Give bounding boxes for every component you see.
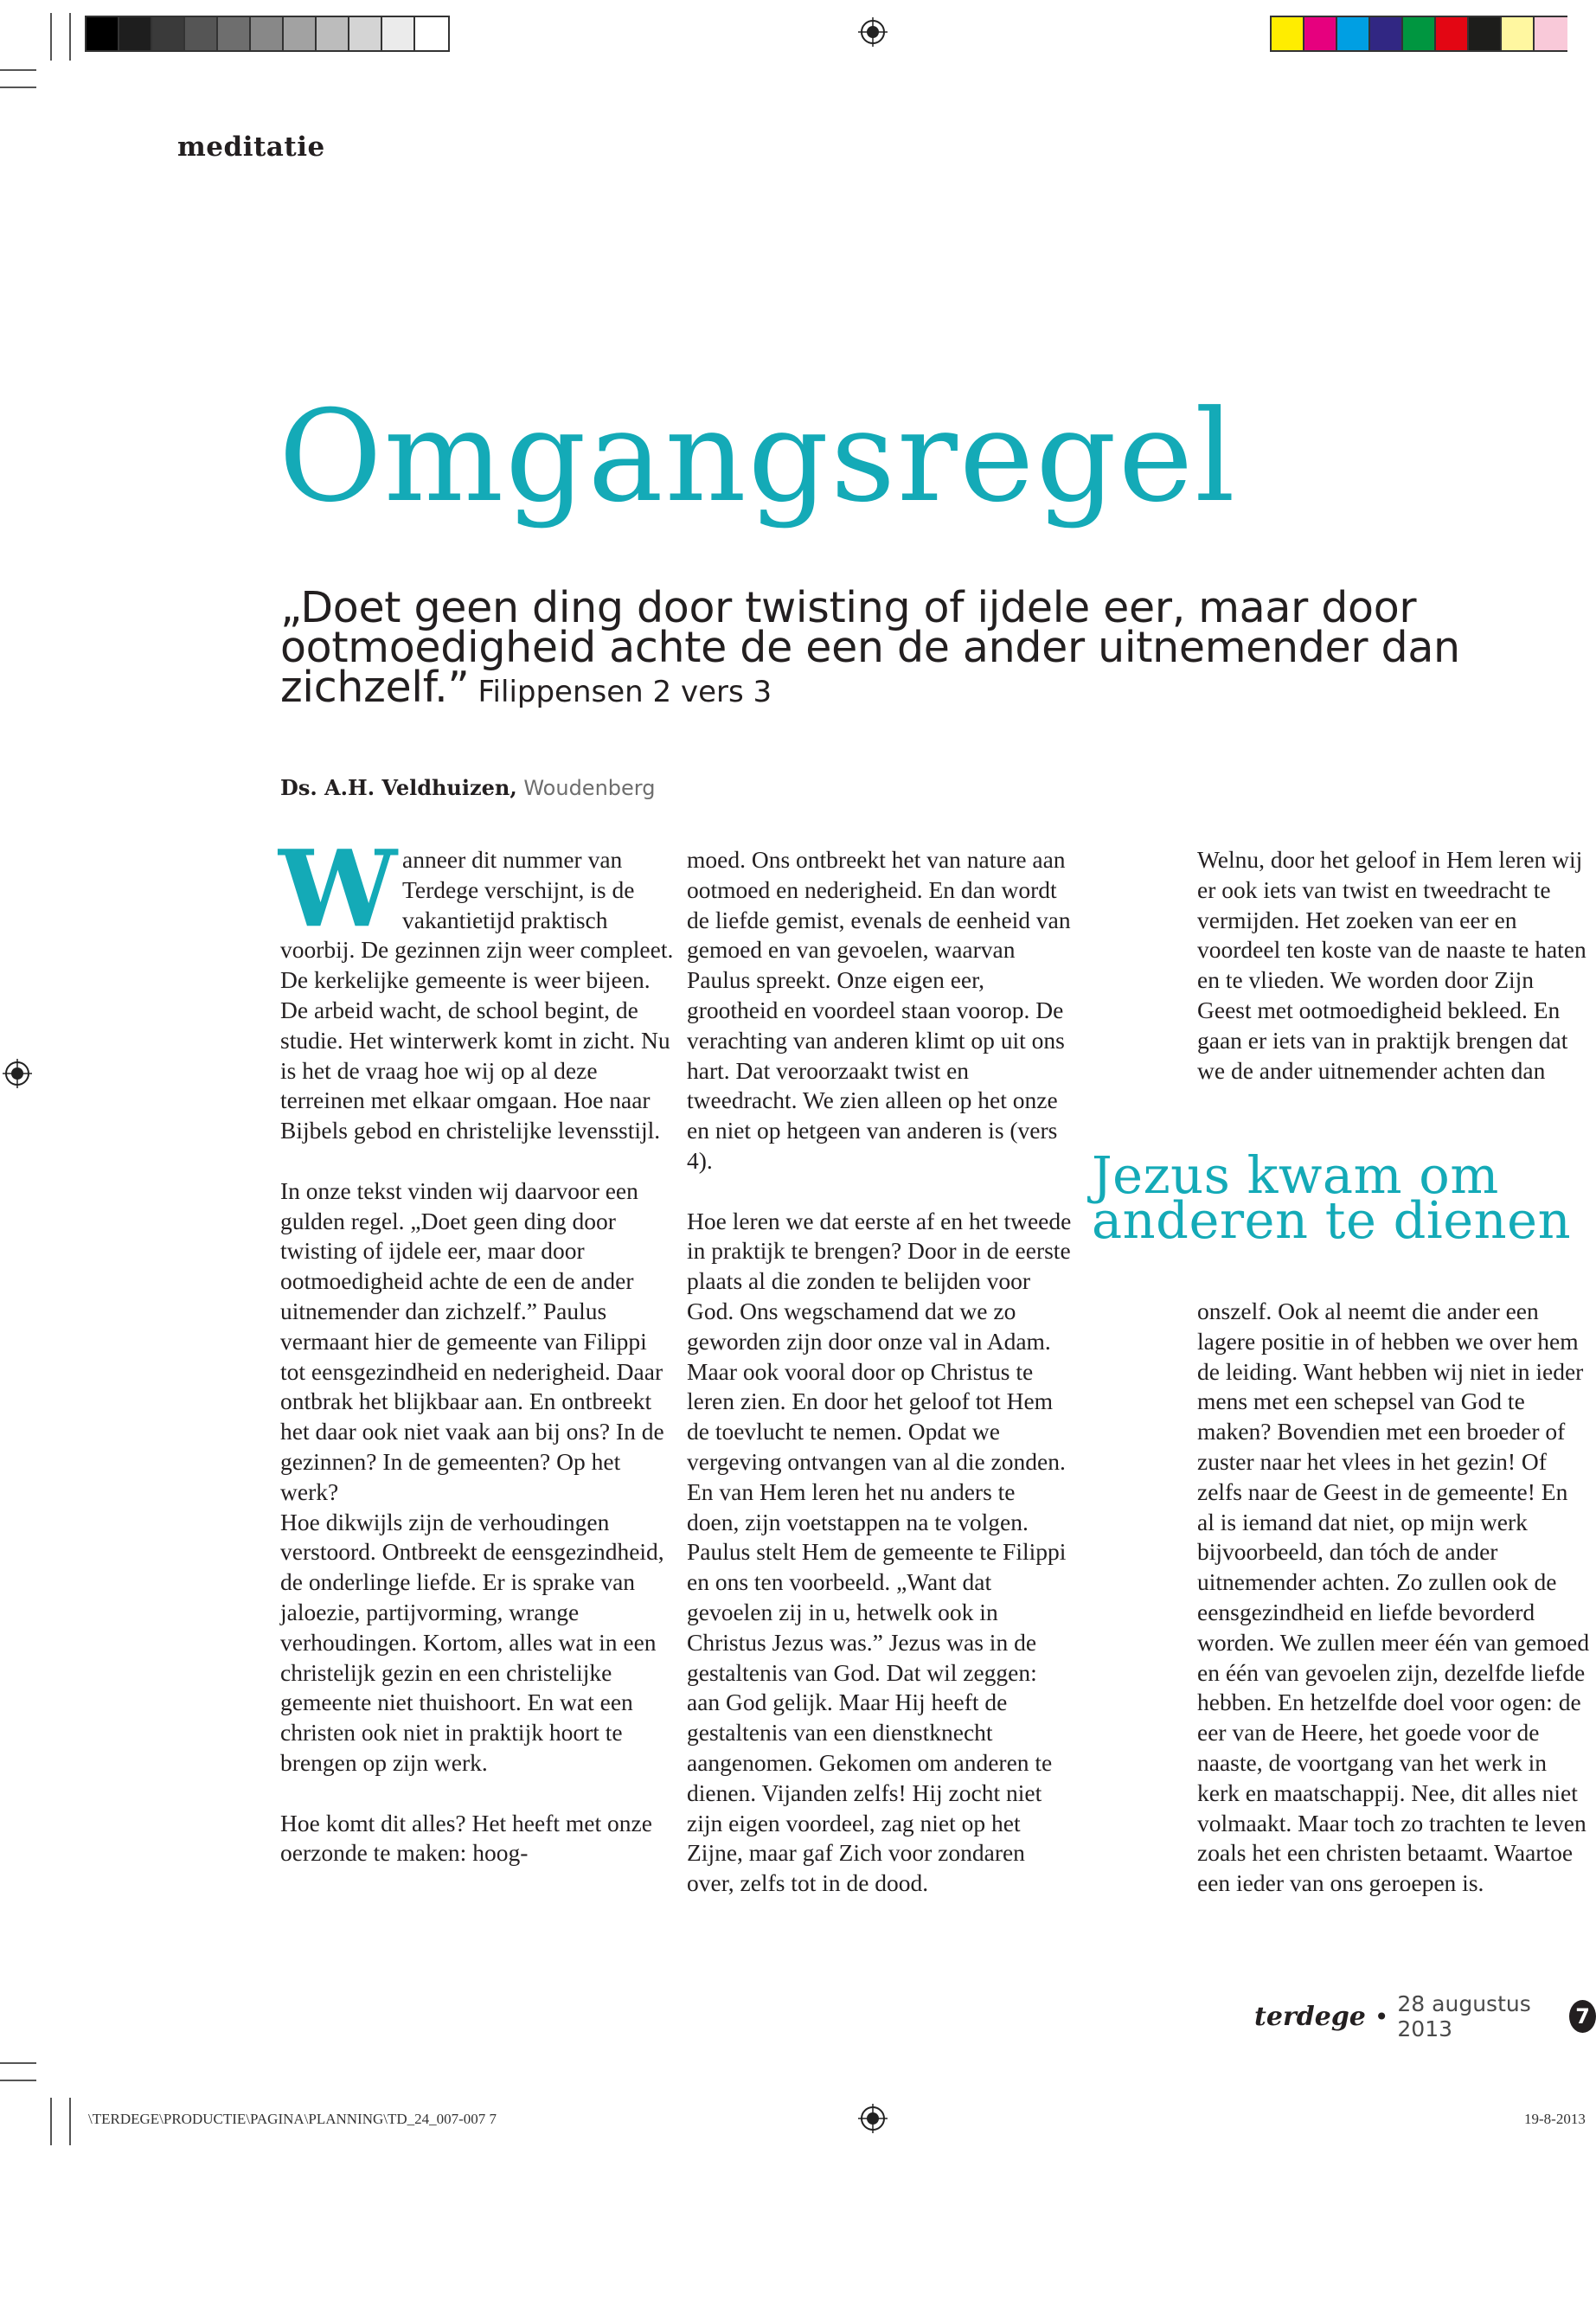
paragraph: Hoe leren we dat eerste af en het tweede in praktijk te brengen? Door in de eerste plaats al die zonden te belijden voor God. Ons wegschamend dat we zo geworden zijn door onze val in Adam. Maar ook vooral door op Christus te leren zien. En door het geloof tot Hem de toevlucht te nemen. Opdat we vergeving ontvangen van al die zonden. En van Hem leren het nu anders te doen, zijn voetstappen na te volgen. Paulus stelt Hem de gemeente te Filippi en ons ten voorbeeld. „Want dat gevoelen zij in u, hetwelk ook in Christus Jezus was.” Jezus was in de gestaltenis van God. Dat wil zeggen: aan God gelijk. Maar Hij heeft de gestaltenis van een dienstknecht aangenomen. Gekomen om anderen te dienen. Vijanden zelfs! Hij zocht niet zijn eigen voordeel, zag niet op het Zijne, maar gaf Zich voor zondaren over, zelfs tot in de dood. bbox=[687, 1207, 1072, 1897]
color-swatch bbox=[185, 17, 218, 50]
color-swatch bbox=[317, 17, 349, 50]
color-swatch bbox=[152, 17, 185, 50]
registration-mark-icon bbox=[858, 17, 888, 47]
issue-date: 28 augustus 2013 bbox=[1397, 1991, 1531, 2041]
paragraph: Hoe dikwijls zijn de verhoudingen verstoord. Ontbreekt de eensgezindheid, de onderlinge liefde. Er is sprake van jaloezie, partijvorming, wrange verhoudingen. Kortom, alles wat in een christelijk gezin en een christelijke gemeente niet thuishoort. En wat een christen ook niet in praktijk hoort te brengen op zijn werk. bbox=[280, 1508, 664, 1776]
crop-mark bbox=[0, 87, 36, 88]
color-swatch bbox=[119, 17, 152, 50]
color-swatch bbox=[415, 17, 448, 50]
separator: • bbox=[1374, 2002, 1389, 2031]
color-swatch bbox=[87, 17, 119, 50]
file-path-slug: \TERDEGE\PRODUCTIE\PAGINA\PLANNING\TD_24_007-007 7 bbox=[88, 2111, 497, 2127]
author-place: Woudenberg bbox=[523, 776, 656, 800]
quote-text: „Doet geen ding door twisting of ijdele eer, maar door ootmoedigheid achte de een de ander uitnemender dan zichzelf.” bbox=[280, 583, 1460, 712]
slug-date: 19-8-2013 bbox=[1524, 2111, 1586, 2127]
color-swatch bbox=[284, 17, 317, 50]
paragraph: In onze tekst vinden wij daarvoor een gulden regel. „Doet geen ding door twisting of ijdele eer, maar door ootmoedigheid achte de een de ander uitnemender dan zichzelf.” Paulus vermaant hier de gemeente van Filippi tot eensgezindheid en nederigheid. Daar ontbrak het blijkbaar aan. En ontbreekt het daar ook niet vaak aan bij ons? In de gezinnen? In de gemeenten? Op het werk? bbox=[280, 1176, 664, 1505]
color-swatch bbox=[382, 17, 415, 50]
color-swatch bbox=[1436, 17, 1469, 50]
paragraph: moed. Ons ontbreekt het van nature aan ootmoed en nederigheid. En dan wordt de liefde gemist, evenals de eenheid van gemoed en van gevoelen, waarvan Paulus spreekt. Onze eigen eer, grootheid en voordeel staan voorop. De verachting van anderen klimt op uit ons hart. Dat veroorzaakt twist en tweedracht. We zien alleen op het onze en niet op hetgeen van anderen is (vers 4). bbox=[687, 846, 1071, 1174]
paragraph: onszelf. Ook al neemt die ander een lagere positie in of hebben we over hem de leiding. Want hebben wij niet in ieder mens met een schepsel van God te maken? Bovendien met een broeder of zuster naar het vlees in het gezin! Of zelfs naar de Geest in de gemeente! En al is iemand dat niet, op mijn werk bijvoorbeeld, dan tóch de ander uitnemender achten. Zo zullen ook de eensgezindheid en liefde bevorderd worden. We zullen meer één van gemoed en één van gevoelen zijn, dezelfde liefde hebben. En hetzelfde doel voor ogen: de eer van de Heere, het goede voor de naaste, de voortgang van het werk in kerk en maatschappij. Nee, dit alles niet volmaakt. Maar toch zo trachten te leven zoals het een christen betaamt. Waartoe een ieder van ons geroepen is. bbox=[1197, 1298, 1590, 1897]
registration-mark-icon bbox=[3, 1059, 32, 1088]
paragraph: Welnu, door het geloof in Hem leren wij er ook iets van twist en tweedracht te vermijden. Het zoeken van eer en voordeel ten koste van de naaste te haten en te vlieden. We worden door Zijn Geest met ootmoedigheid bekleed. En gaan er iets van in praktijk brengen dat we de ander uitnemender achten dan bbox=[1197, 846, 1586, 1084]
color-swatch bbox=[1403, 17, 1436, 50]
page-footer bbox=[1254, 1991, 1596, 2041]
crop-mark bbox=[69, 2098, 71, 2145]
crop-mark bbox=[50, 13, 52, 61]
subheading: Jezus kwam om anderen te dienen bbox=[1092, 1145, 1572, 1250]
text-column-3-continued bbox=[1197, 1297, 1591, 1899]
color-swatch bbox=[1272, 17, 1304, 50]
color-swatch bbox=[1370, 17, 1403, 50]
paragraph: Wanneer dit nummer van Terdege verschijnt, is de vakantietijd praktisch voorbij. De gezinnen zijn weer compleet. De kerkelijke gemeente is weer bijeen. De arbeid wacht, de school begint, de studie. Het winterwerk komt in zicht. Nu is het de vraag hoe wij op al deze terreinen met elkaar omgaan. Hoe naar Bijbels gebod en christelijke levensstijl. bbox=[279, 826, 674, 1144]
color-swatch bbox=[349, 17, 382, 50]
text-column-1 bbox=[279, 826, 674, 1868]
author-byline bbox=[280, 775, 655, 800]
bible-quote bbox=[280, 583, 1491, 712]
crop-mark bbox=[0, 2080, 36, 2081]
author-name: Ds. A.H. Veldhuizen, bbox=[280, 775, 517, 800]
color-swatch bbox=[251, 17, 284, 50]
article-title: Omgangsregel bbox=[279, 383, 1237, 530]
color-swatch bbox=[1502, 17, 1535, 50]
crop-mark bbox=[0, 69, 36, 71]
color-swatch bbox=[218, 17, 251, 50]
color-swatch bbox=[1535, 17, 1567, 50]
text-column-3 bbox=[1197, 845, 1591, 1086]
color-swatch bbox=[1469, 17, 1502, 50]
section-label: meditatie bbox=[177, 131, 325, 163]
crop-mark bbox=[50, 2098, 52, 2145]
color-swatch bbox=[1304, 17, 1337, 50]
text-column-2 bbox=[687, 845, 1072, 1899]
terdege-logo: terdege bbox=[1254, 2001, 1366, 2032]
quote-reference: Filippensen 2 vers 3 bbox=[478, 675, 772, 709]
gray-color-bar bbox=[85, 16, 450, 52]
color-swatch bbox=[1337, 17, 1370, 50]
crop-mark bbox=[0, 2062, 36, 2064]
page-number: 7 bbox=[1569, 2000, 1596, 2033]
crop-mark bbox=[69, 13, 71, 61]
registration-mark-icon bbox=[858, 2104, 888, 2133]
drop-cap: W bbox=[279, 826, 398, 951]
paragraph: Hoe komt dit alles? Het heeft met onze oerzonde te maken: hoog- bbox=[280, 1809, 652, 1867]
color-bar bbox=[1270, 16, 1567, 52]
